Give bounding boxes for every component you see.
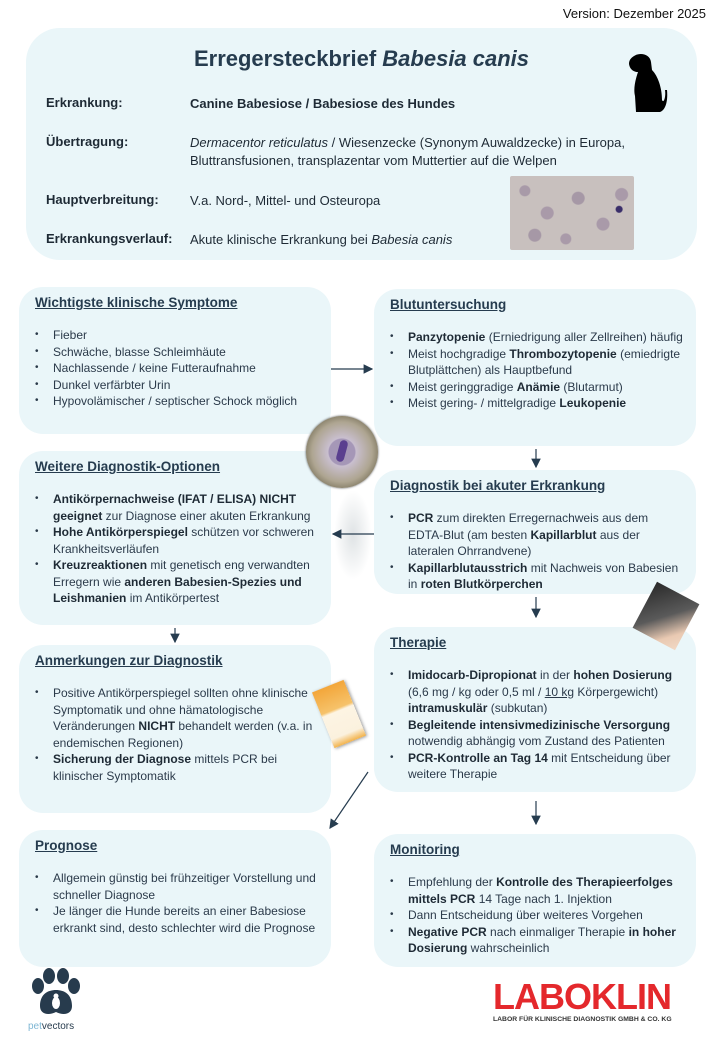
list-item: • Hypovolämischer / septischer Schock möglich [35, 393, 321, 410]
list-item [35, 524, 321, 557]
text: (emiedrigte Blutplättchen) als Hauptbefund [408, 346, 681, 377]
bold-text: Antikörpernachweise (IFAT / ELISA) NICHT geeignet [53, 492, 297, 523]
label-uebertragung: Übertragung: [46, 134, 129, 149]
list-item [390, 379, 686, 396]
text: (Erniedrigung aller Zellreihen) häufig [485, 330, 683, 344]
bold-text: PCR-Kontrolle an Tag 14 [408, 750, 548, 765]
list-item: • Schwäche, blasse Schleimhäute [35, 344, 321, 361]
bold-text: anderen Babesien-Spezies und Leishmanien [53, 574, 302, 605]
box-title: Therapie [390, 635, 447, 650]
bold-text: Panzytopenie [408, 330, 486, 344]
bold-text: Kapillarblutausstrich [408, 560, 528, 575]
bold-text: Thrombozytopenie [509, 346, 617, 361]
list-item: • Nachlassende / keine Futteraufnahme [35, 360, 321, 377]
text: zur Diagnose einer akuten Erkrankung [102, 508, 311, 523]
babesia-microscopy-image [306, 416, 378, 488]
text: 14 Tage nach 1. Injektion [475, 891, 612, 906]
box-title: Monitoring [390, 842, 460, 857]
value-uebertragung [190, 134, 690, 170]
petvectors-vectors: vectors [41, 1021, 75, 1032]
akut-list [390, 510, 686, 593]
box-blutuntersuchung [374, 289, 696, 446]
bold-text: Sicherung der Diagnose [53, 752, 192, 766]
text: Meist gering- / mittelgradige [408, 396, 560, 410]
text: mit genetisch eng verwandten Erregern wie [53, 558, 310, 589]
text: zum direkten Erregernachweis aus dem EDTA-Blut (am besten [408, 511, 649, 542]
text: Meist hochgradige [408, 346, 510, 361]
bold-text: Negative PCR [408, 924, 487, 939]
anmerkungen-list [35, 685, 321, 784]
blood-smear-image [510, 176, 634, 250]
box-therapie [374, 627, 696, 792]
list-item [390, 717, 686, 750]
laboklin-tagline: LABOR FÜR KLINISCHE DIAGNOSTIK GMBH & CO. KG [493, 1016, 672, 1023]
box-title: Blutuntersuchung [390, 297, 507, 312]
version-label: Version: Dezember 2025 [562, 6, 706, 21]
bold-text: in hoher Dosierung [408, 924, 676, 955]
blut-list [390, 329, 686, 412]
text: notwendig abhängig vom Zustand des Patienten [408, 734, 665, 748]
bold-text: Kontrolle des Therapieerfolges mittels PCR [408, 875, 673, 906]
text: mit Entscheidung über weitere Therapie [408, 750, 671, 781]
therapie-list [390, 667, 686, 783]
text: Empfehlung der [408, 875, 497, 889]
box-symptome [19, 287, 331, 434]
box-title: Weitere Diagnostik-Optionen [35, 459, 221, 474]
shadow-decoration [334, 490, 372, 580]
box-title: Prognose [35, 838, 98, 853]
list-item [35, 557, 321, 607]
bold-text: hohen Dosierung [573, 668, 673, 682]
bold-text: Leukopenie [559, 396, 627, 410]
list-item [390, 667, 686, 717]
box-title: Wichtigste klinische Symptome [35, 295, 238, 310]
underlined-text: 10 kg [544, 684, 575, 699]
petvectors-logo-text [28, 1021, 74, 1032]
bold-text: Kapillarblut [530, 527, 597, 542]
list-item: • Je länger die Hunde bereits an einer Babesiose erkrankt sind, desto schlechter wird die Prognose [35, 903, 321, 936]
weitere-list [35, 491, 321, 607]
list-item [390, 750, 686, 783]
laboklin-logo: LABOKLIN [493, 976, 671, 1017]
bold-text: Anämie [516, 379, 561, 394]
box-akute-diagnostik [374, 470, 696, 594]
bold-text: Begleitende intensivmedizinische Versorgung [408, 717, 671, 732]
text: nach einmaliger Therapie [486, 924, 629, 939]
bold-text: PCR [408, 511, 434, 525]
text: Positive Antikörperspiegel sollten ohne klinische Symptomatik und ohne hämatologische Veränderungen [53, 686, 308, 733]
page-title [26, 46, 697, 72]
verlauf-species: Babesia canis [371, 232, 453, 247]
text: behandelt werden (v.a. in endemischen Regionen) [53, 719, 313, 750]
text: Dann Entscheidung über weiteres Vorgehen [408, 908, 643, 922]
text: in der [536, 668, 574, 682]
bold-text: roten Blutkörperchen [420, 577, 543, 591]
box-weitere-diagnostik [19, 451, 331, 625]
text: schützen vor schweren Krankheitsverläufen [53, 525, 314, 556]
text: (Blutarmut) [560, 379, 623, 394]
text: im Antikörpertest [126, 591, 220, 605]
prognose-list [35, 870, 321, 936]
value-hauptverbreitung: V.a. Nord-, Mittel- und Osteuropa [190, 193, 381, 208]
uebertragung-text: / Wiesenzecke (Synonym Auwaldzecke) in Europa, Bluttransfusionen, transplazentar vom Muttertier auf die Welpen [190, 135, 625, 168]
text: aus der lateralen Ohrrandvene) [408, 527, 640, 558]
title-text: Erregersteckbrief [193, 46, 383, 71]
list-item [390, 874, 686, 907]
parasite-shape [335, 439, 348, 462]
box-title: Anmerkungen zur Diagnostik [35, 653, 223, 668]
list-item: • Fieber [35, 327, 321, 344]
bold-text: Hohe Antikörperspiegel [53, 525, 188, 539]
text: mit Nachweis von Babesien in [408, 560, 679, 591]
vector-species: Dermacentor reticulatus [190, 135, 328, 150]
label-erkrankungsverlauf: Erkrankungsverlauf: [46, 231, 173, 246]
list-item [35, 491, 321, 524]
list-item [390, 346, 686, 379]
bold-text: NICHT [138, 719, 176, 733]
label-hauptverbreitung: Hauptverbreitung: [46, 192, 159, 207]
list-item [390, 560, 686, 593]
box-monitoring [374, 834, 696, 967]
verlauf-text: Akute klinische Erkrankung bei [190, 232, 372, 247]
arrow-therapie-to-prognose [330, 772, 368, 828]
box-anmerkungen [19, 645, 331, 813]
box-title: Diagnostik bei akuter Erkrankung [390, 478, 606, 493]
list-item [390, 510, 686, 560]
value-erkrankung: Canine Babesiose / Babesiose des Hundes [190, 96, 456, 111]
bold-text: Imidocarb-Dipropionat [408, 668, 537, 682]
text: (subkutan) [487, 701, 548, 715]
list-item [35, 751, 321, 784]
bold-text: Kreuzreaktionen [53, 558, 148, 572]
text: Körpergewicht) [574, 684, 659, 699]
list-item [390, 907, 686, 924]
box-prognose [19, 830, 331, 967]
title-species: Babesia canis [382, 46, 530, 71]
list-item: • Allgemein günstig bei frühzeitiger Vorstellung und schneller Diagnose [35, 870, 321, 903]
text: mittels PCR bei klinischer Symptomatik [53, 752, 278, 783]
list-item [35, 685, 321, 751]
symptome-list [35, 327, 321, 410]
petvectors-pet: pet [28, 1021, 42, 1032]
list-item [390, 329, 686, 346]
monitoring-list [390, 874, 686, 957]
petvectors-paw-logo [30, 968, 82, 1018]
label-erkrankung: Erkrankung: [46, 95, 123, 110]
bold-text: intramuskulär [408, 701, 488, 715]
text: (6,6 mg / kg oder 0,5 ml / [408, 684, 545, 699]
header-panel [26, 28, 697, 260]
text: Meist geringgradige [408, 379, 517, 394]
list-item: • Dunkel verfärbter Urin [35, 377, 321, 394]
text: wahrscheinlich [467, 941, 550, 955]
list-item [390, 395, 686, 412]
list-item [390, 924, 686, 957]
